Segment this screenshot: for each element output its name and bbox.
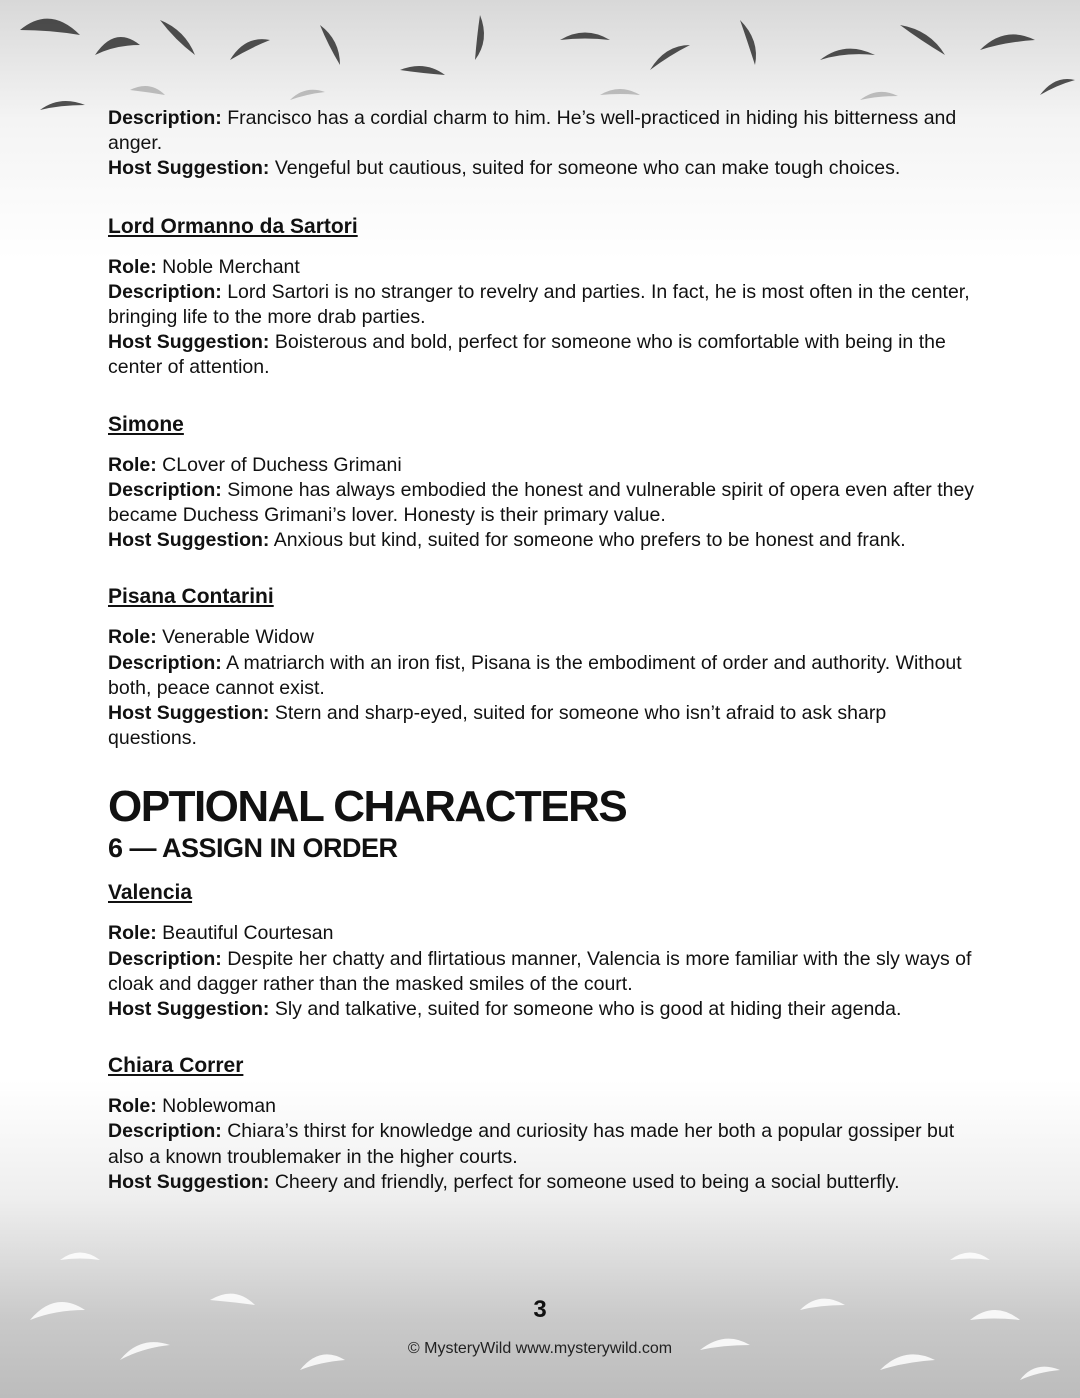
character-name: Simone — [108, 412, 184, 436]
host-suggestion-label: Host Suggestion: — [108, 331, 270, 354]
description-label: Description: — [108, 107, 222, 129]
character-description — [108, 651, 978, 701]
character-host-suggestion — [108, 1170, 978, 1195]
role-text: Noble Merchant — [162, 255, 300, 278]
page-content — [108, 106, 978, 1195]
character-host-suggestion — [108, 528, 978, 553]
section-title: OPTIONAL CHARACTERS — [108, 782, 627, 832]
role-text: Venerable Widow — [162, 626, 314, 649]
section-subtitle: 6 — ASSIGN IN ORDER — [108, 833, 398, 864]
optional-section — [108, 783, 978, 1195]
character-name: Chiara Correr — [108, 1054, 244, 1078]
host-suggestion-text: Vengeful but cautious, suited for someone who can make tough choices. — [274, 157, 901, 180]
character-block — [108, 583, 978, 751]
character-role — [108, 1094, 978, 1119]
footer-copyright: © MysteryWild www.mysterywild.com — [407, 1340, 673, 1357]
character-role — [108, 255, 978, 280]
host-suggestion-label: Host Suggestion: — [108, 1170, 270, 1193]
character-description — [108, 947, 978, 997]
host-suggestion-text: Cheery and friendly, perfect for someone used to being a social butterfly. — [274, 1170, 900, 1193]
description-label: Description: — [108, 947, 222, 970]
description-text: Lord Sartori is no stranger to revelry and parties. In fact, he is most often in the center, bringing life to the more drab parties. — [108, 280, 970, 329]
feather-border-top — [0, 0, 1080, 120]
description-label: Description: — [108, 280, 222, 303]
role-label: Role: — [108, 626, 157, 649]
role-label: Role: — [108, 1095, 157, 1118]
role-label: Role: — [108, 255, 157, 278]
role-text: Noblewoman — [162, 1095, 276, 1118]
description-label: Description: — [108, 651, 222, 674]
description-text: A matriarch with an iron fist, Pisana is the embodiment of order and authority. Without both, peace cannot exist. — [108, 651, 962, 699]
description-label: Description: — [108, 1120, 222, 1143]
character-description — [108, 280, 978, 330]
character-host-suggestion — [108, 330, 978, 380]
role-text: Beautiful Courtesan — [162, 922, 334, 945]
character-name: Pisana Contarini — [108, 585, 274, 609]
character-role — [108, 453, 978, 478]
page-number: 3 — [533, 1296, 547, 1323]
role-label: Role: — [108, 922, 157, 945]
character-block — [108, 879, 978, 1022]
role-text: CLover of Duchess Grimani — [162, 453, 402, 476]
character-block — [108, 1052, 978, 1195]
character-description — [108, 478, 978, 528]
character-role — [108, 625, 978, 650]
host-suggestion-text: Stern and sharp-eyed, suited for someone who isn’t afraid to ask sharp questions. — [108, 702, 887, 750]
character-host-suggestion — [108, 997, 978, 1022]
host-suggestion-text: Boisterous and bold, perfect for someone who is comfortable with being in the center of attention. — [108, 331, 946, 379]
description-text: Chiara’s thirst for knowledge and curiosity has made her both a popular gossiper but also a known troublemaker in the higher courts. — [108, 1120, 955, 1168]
host-suggestion-text: Anxious but kind, suited for someone who prefers to be honest and frank. — [273, 529, 906, 552]
host-suggestion-label: Host Suggestion: — [108, 157, 270, 180]
host-suggestion-label: Host Suggestion: — [108, 702, 270, 725]
intro-description — [108, 106, 978, 156]
character-host-suggestion — [108, 701, 978, 751]
host-suggestion-text: Sly and talkative, suited for someone who is good at hiding their agenda. — [274, 998, 902, 1021]
intro-host-suggestion — [108, 156, 978, 181]
character-block — [108, 213, 978, 381]
character-block — [108, 411, 978, 554]
description-label: Description: — [108, 478, 222, 501]
character-description — [108, 1119, 978, 1169]
host-suggestion-label: Host Suggestion: — [108, 529, 270, 552]
character-role — [108, 921, 978, 946]
description-text: Despite her chatty and flirtatious manner, Valencia is more familiar with the sly ways of cloak and dagger rather than the masked smiles of the court. — [108, 947, 972, 995]
character-name: Lord Ormanno da Sartori — [108, 214, 358, 238]
host-suggestion-label: Host Suggestion: — [108, 998, 270, 1021]
description-text: Simone has always embodied the honest and vulnerable spirit of opera even after they became Duchess Grimani’s lover. Honesty is their primary value. — [108, 478, 975, 527]
role-label: Role: — [108, 453, 157, 476]
description-text: Francisco has a cordial charm to him. He’s well-practiced in hiding his bitterness and anger. — [108, 107, 957, 155]
character-name: Valencia — [108, 881, 193, 905]
